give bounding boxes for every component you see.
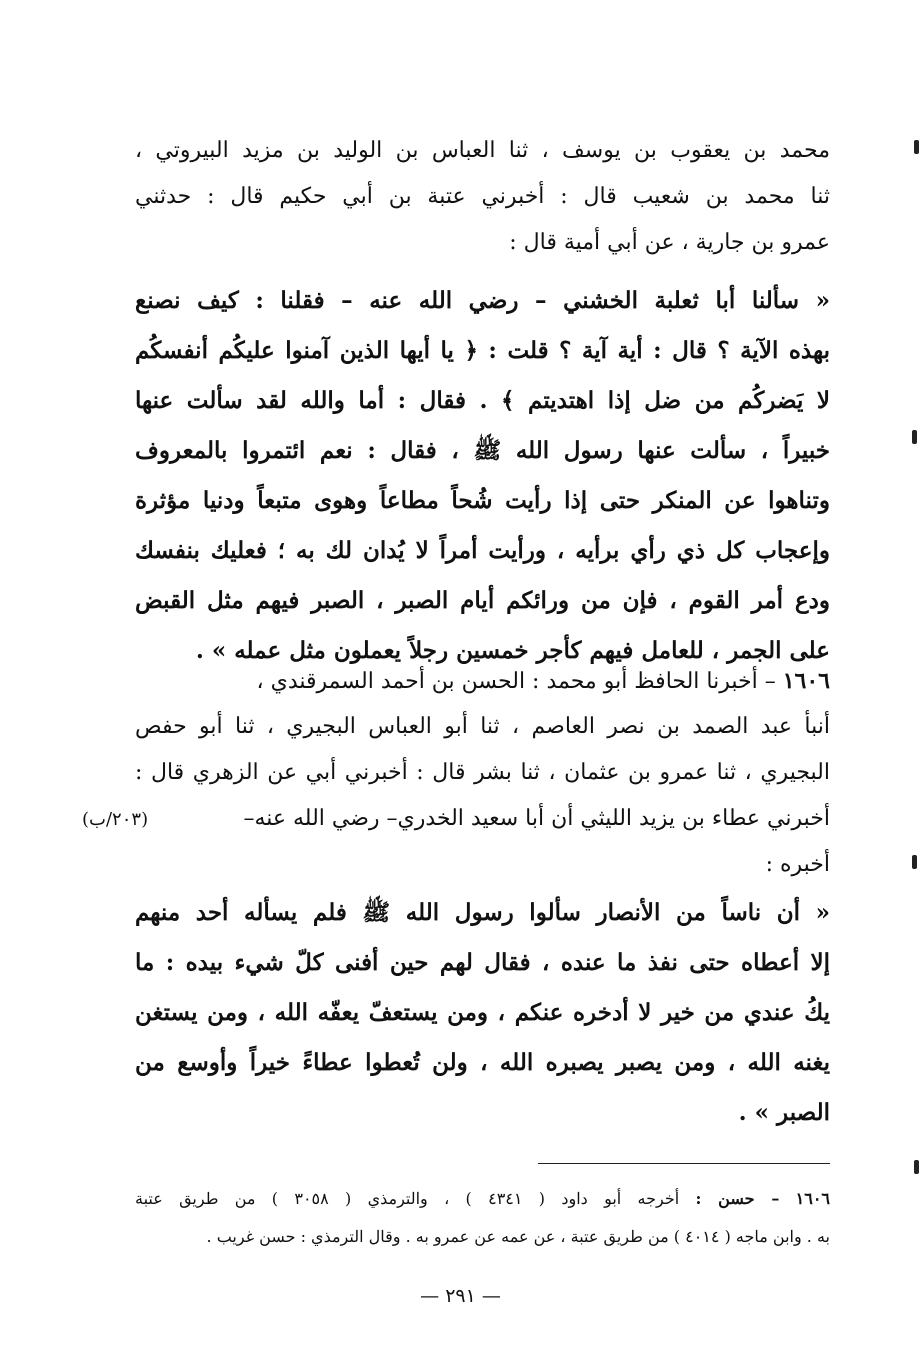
footnote-separator: [538, 1163, 830, 1164]
hadith-line: على الجمر ، للعامل فيهم كأجر خمسين رجلاً يعملون مثل عمله » .: [195, 637, 830, 664]
isnad-line: أنبأ عبد الصمد بن نصر العاصم ، ثنا أبو العباس البجيري ، ثنا أبو حفص: [135, 714, 830, 739]
scan-edge-mark: [914, 1160, 919, 1174]
hadith-text-2: [135, 888, 830, 1138]
footnote-line: به . وابن ماجه ( ٤٠١٤ ) من طريق عتبة ، عن عمه عن عمرو به . وقال الترمذي : حسن غريب .: [206, 1227, 830, 1246]
scan-edge-mark: [912, 855, 917, 869]
footnote-grade: – حسن :: [695, 1189, 780, 1208]
hadith-number: ١٦٠٦: [782, 668, 830, 694]
isnad-line: أخبرني عطاء بن يزيد الليثي أن أبا سعيد الخدري– رضي الله عنه–: [243, 806, 830, 831]
footnote-line: [135, 1180, 830, 1218]
hadith-line: بهذه الآية ؟ قال : أية آية ؟ قلت : ﴿ يا أيها الذين آمنوا عليكُم أنفسكُم: [135, 337, 830, 364]
page-number: — ٢٩١ —: [420, 1285, 501, 1307]
intro-isnad: [135, 128, 830, 266]
isnad-line: البجيري ، ثنا عمرو بن عثمان ، ثنا بشر قال : أخبرني أبي عن الزهري قال :: [135, 760, 830, 785]
hadith-line: الصبر » .: [738, 1099, 830, 1126]
scan-edge-mark: [912, 430, 917, 444]
hadith-line: وتناهوا عن المنكر حتى إذا رأيت شُحاً مطاعاً وهوى متبعاً ودنيا مؤثرة: [135, 487, 830, 514]
hadith-line: خبيراً ، سألت عنها رسول الله ﷺ ، فقال : نعم ائتمروا بالمعروف: [135, 437, 830, 464]
footnote-text: أخرجه أبو داود ( ٤٣٤١ ) ، والترمذي ( ٣٠٥٨ ) من طريق عتبة: [135, 1189, 680, 1208]
hadith-line: « سألنا أبا ثعلبة الخشني – رضي الله عنه – فقلنا : كيف نصنع: [135, 287, 830, 314]
isnad-first-line: [135, 658, 830, 704]
scan-edge-mark: [914, 140, 919, 154]
hadith-line: لا يَضركُم من ضل إذا اهتديتم ﴾ . فقال : أما والله لقد سألت عنها: [135, 387, 830, 414]
hadith-line: إلا أعطاه حتى نفذ ما عنده ، فقال لهم حين أفنى كلّ شيء بيده : ما: [135, 949, 830, 976]
isnad-line: – أخبرنا الحافظ أبو محمد : الحسن بن أحمد السمرقندي ،: [256, 669, 776, 694]
hadith-line: وإعجاب كل ذي رأي برأيه ، ورأيت أمراً لا يُدان لك به ؛ فعليك بنفسك: [135, 537, 830, 564]
intro-line: ثنا محمد بن شعيب قال : أخبرني عتبة بن أبي حكيم قال : حدثني: [135, 184, 830, 209]
hadith-line: يغنه الله ، ومن يصبر يصبره الله ، ولن تُعطوا عطاءً خيراً وأوسع من: [135, 1049, 830, 1076]
hadith-line: يكُ عندي من خير لا أدخره عنكم ، ومن يستعفّ يعفّه الله ، ومن يستغن: [135, 999, 830, 1026]
hadith-isnad-1606: [135, 658, 830, 888]
hadith-line: « أن ناساً من الأنصار سألوا رسول الله ﷺ فلم يسأله أحد منهم: [135, 899, 830, 926]
manuscript-folio-note: (٢٠٣/ب): [82, 809, 149, 830]
footnotes: [135, 1180, 830, 1256]
intro-line: عمرو بن جارية ، عن أبي أمية قال :: [509, 230, 830, 255]
hadith-line: ودع أمر القوم ، فإن من ورائكم أيام الصبر ، الصبر فيهم مثل القبض: [135, 587, 830, 614]
intro-line: محمد بن يعقوب بن يوسف ، ثنا العباس بن الوليد بن مزيد البيروتي ،: [135, 138, 830, 163]
isnad-line: أخبره :: [765, 852, 830, 877]
hadith-text-1: [135, 276, 830, 676]
footnote-number: ١٦٠٦: [795, 1189, 830, 1208]
